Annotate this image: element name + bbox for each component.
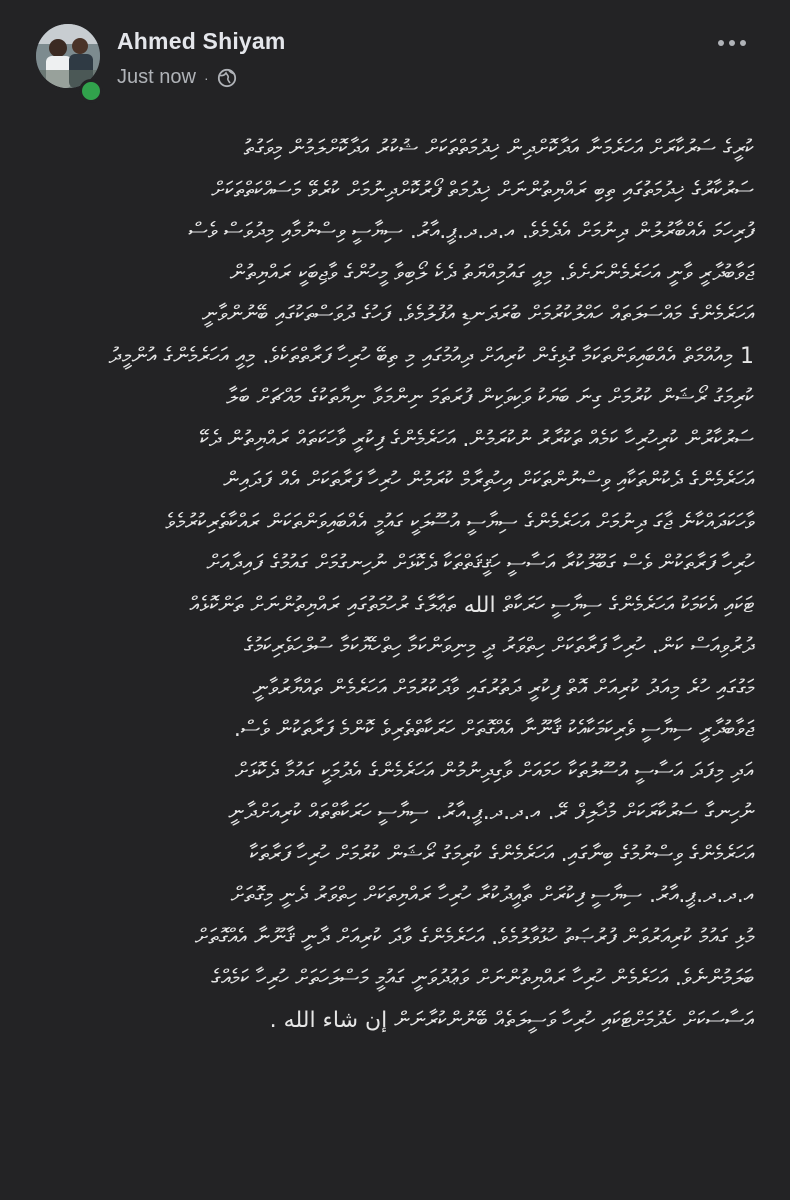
more-options-icon[interactable]: [710, 28, 754, 58]
author-name[interactable]: Ahmed Shiyam: [117, 28, 286, 54]
post-body-line: ފުރިހަމަ އެއްބާރުލުން ދިނުމަށް އެދެމެވެ. އ.ދ.ދ.ޕީ.އާރު. ސިޔާސީ ވިސްނުމާއި މިދުވަސް ވެސް: [188, 219, 754, 244]
post-body-line: އަސާސަކަށް ހެދުމަށްޓަކައި ހުރިހާ ވަސީލަތެއް ބޭނުންކުރާނަން إن شاء الله .: [269, 1007, 754, 1033]
post-body-line: ދުރުވިއަސް ކަން. ހުރިހާ ފަރާތަކަށް ހިތްވަރު ދީ މިނިވަންކަމާ ހިތްހެޔޮކަމާ ސުލްހަވެރިކަމުގެ: [243, 634, 754, 659]
post-body-line: ކުރިމަގު ރޯޝަން ކުރުމަށް ގިނަ ބަޔަކު ވަކިވަކިން ފުރަތަމަ ނިންމަވާ ނިޔާތަކުގެ މައްޗަށް ބަލާ: [226, 385, 754, 410]
post-body-line: ނުހިނގާ ސަރުކާރަކަށް މުޚާލިފް ރޭ. އ.ދ.ދ.ޕީ.އާރު. ސިޔާސީ ހަރަކާތްތައް ކުރިއަށްދާނީ: [228, 800, 754, 825]
post-body-line: ސަރުކާރުން ކުރިހުރިހާ ކަމެއް ތަކުރާރު ނުކުރަމުން. އަހަރެމެންގެ ފިކުރީ ވާހަކަތައް ރައްޔިތުން ދެކޭ: [199, 426, 754, 452]
post-body-line: އަހަރެމެންގެ މައްސަލަތައް ހައްލުކުރުމަށް ބުރަދަނޑި އުފުލުމެވެ. ފަހުގެ ދުވަސްތަކުގައި ބޭނުންވާނީ: [201, 302, 754, 327]
post-body-line: މަގުގައި ހުރެ މިއަދު ކުރިއަށް އޮތް ފިކުރީ ދަތުރުގައި ވާދަކުރުމަށް އަހަރެމެން ތައްޔާރުވާނީ: [252, 675, 754, 701]
post-body-line: މުޅި ގައުމު ކުރިއަރުވަން ފުރުޞަތު ހުޅުވާލުމެވެ. އަހަރެމެންގެ ވާދަ ކުރިއަށް ދާނީ ޤާނޫނާ އެއްގޮތަށް: [194, 924, 754, 950]
post-body-line: ހުރިހާ ފަރާތަކުން ވެސް ގަބޫލުކުރާ އަސާސީ ހަޤީޤަތްތަކާ ދެކޮޅަށް ނުހިނގުމަށް ގައުމުގެ ފައިދާއަށް: [206, 551, 754, 576]
post-timestamp[interactable]: Just now: [117, 66, 196, 88]
globe-icon[interactable]: [217, 68, 237, 88]
post-body-line: އަހަރެމެންގެ ވިސްނުމުގެ ބިނާގައި. އަހަރެމެންގެ ކުރިމަގު ރޯޝަން ކުރުމަށް ހުރިހާ ފަރާތަކާ: [249, 841, 754, 867]
post-meta: [117, 66, 237, 89]
post-body-line: އަހަރެމެންގެ ދެކުންތަކާއި ވިސްނުންތަކަށް އިހުތިރާމް ކުރަމުން ހުރިހާ ފަރާތަކަށް އެއް ފަދައިން: [223, 468, 754, 493]
post-body-line: ސަރުކާރުގެ ޚިދުމަތުގައި ތިބި ރައްޔިތުންނަށް ޚިދުމަތް ފޯރުކޮށްދިނުމަށް ކުރެވޭ މަސައްކަތްތަކަށް: [211, 177, 754, 203]
online-status-indicator: [79, 79, 103, 103]
post-body-line: ޖަވާބުދާރީ ވާނީ އަހަރެމެންނަށެވެ. މިއީ ގައުމިއްޔަތު ދެކެ ލޯބިވާ މީހުންގެ ވާޖިބަކީ ރައްޔިތުން: [229, 260, 754, 286]
post-header: [36, 22, 770, 102]
post-body-line: 1 މިއުއްމަތް އެއްބައިވަންތަކަމާ ގުޅިގެން ކުރިއަށް ދިއުމުގައި މި ތިބޭ ހުރިހާ ފަރާތްތަކެވެ. މިއީ އަހަރެމެންގެ އުންމީދު: [108, 343, 754, 369]
post-body-line: އ.ދ.ދ.ޕީ.އާރު. ސިޔާސީ ފިކުރަށް ތާއީދުކުރާ ހުރިހާ ރައްޔިތަކަށް ހިތްވަރު ދެނީ މިގޮތަށް: [230, 883, 754, 908]
post-body-line: އަދި މިފަދަ އަސާސީ އުސޫލުތަކާ ހަމައަށް ވާގިދިނުމުން އަހަރެމެންގެ އެދުމަކީ ގައުމާ ދެކޮޅަށް: [234, 758, 754, 784]
post-body-line: ކުރީގެ ސަރުކާރަށް އަހަރެމަނާ އަދާކޮށްދިން ޚިދުމަތްތަކަށް ޝުކުރު އަދާކޮށްލަމުން މިވަގުތު: [243, 136, 754, 161]
post-body-line: ޓަކައި އެކަމަކު އަހަރެމެންގެ ސިޔާސީ ހަރަކާތް الله ތަޢާލާގެ ރުހުމަތުގައި ރައްޔިތުންނަށް ތަންކޮޅެއް: [189, 592, 754, 618]
meta-separator: ·: [203, 69, 209, 86]
post-body-line: ވާހަކަދައްކާނެ ޖާގަ ދިނުމަށް އަހަރެމެންގެ ސިޔާސީ އުސޫލަކީ ގައުމީ އެއްބައިވަންތަކަން ރައްކާތެރިކުރުމެވެ: [165, 509, 754, 535]
post-body-text: [42, 128, 754, 1041]
post-body-line: ޖަވާބުދާރީ ސިޔާސީ ވެރިކަމަކާއެކު ޤާނޫނާ އެއްގޮތަށް ހަރަކާތްތެރިވެ ކޮންމެ ފަރާތަކުން ވެސް.: [233, 717, 754, 742]
post-body-line: ބަލަމުންނެވެ. އަހަރެމެން ހުރިހާ ރައްޔިތުންނަށް ވަޢުދުވަނީ ގައުމީ މަސްލަހަތަށް ހުރިހާ ކަމެއްގެ: [211, 966, 754, 991]
